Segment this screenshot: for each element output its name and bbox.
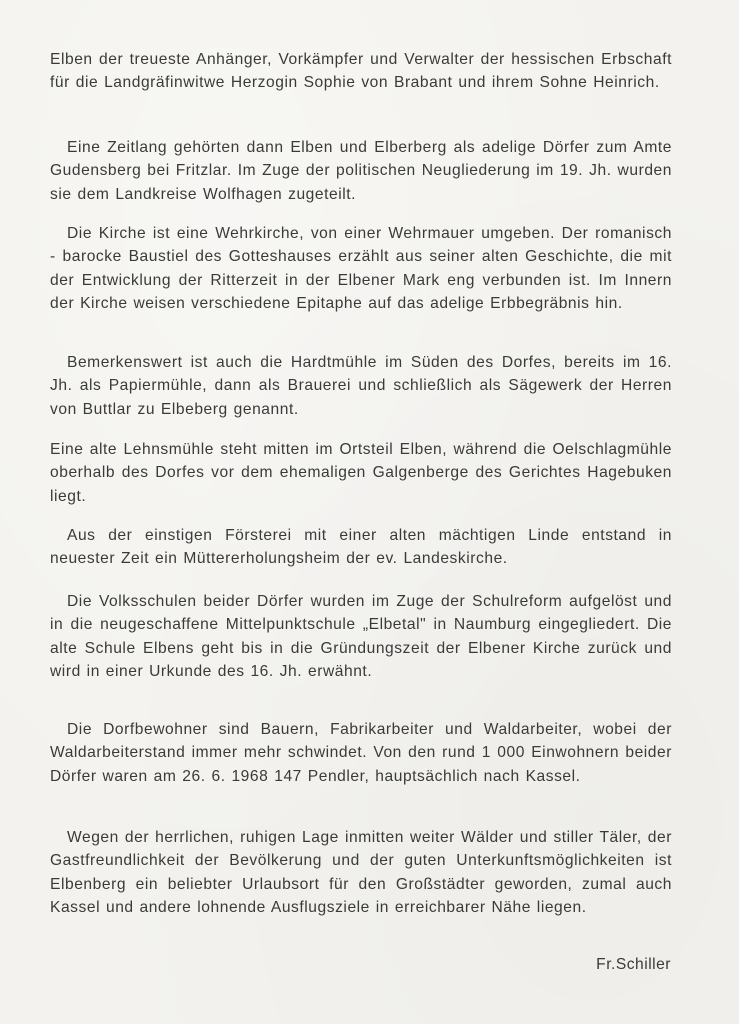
paragraph-church: Die Kirche ist eine Wehrkirche, von einer Wehrmauer umgeben. Der romanisch - barocke Baustiel des Gotteshauses erzählt aus seiner alten Geschichte, die mit der Entwicklung der Ritterzeit in der Elbener Mark eng verbunden ist. Im Innern der Kirche weisen verschiedene Epitaphe auf das adelige Erbbegräbnis hin. — [50, 225, 672, 312]
paragraph-inhabitants: Die Dorfbewohner sind Bauern, Fabrikarbeiter und Waldarbeiter, wobei der Waldarbeiterstand immer mehr schwindet. Von den rund 1 000 Einwohnern beider Dörfer waren am 26. 6. 1968 147 Pendler, hauptsächlich nach Kassel. — [50, 721, 672, 785]
paragraph-holiday-resort: Wegen der herrlichen, ruhigen Lage inmitten weiter Wälder und stiller Täler, der Gastfreundlichkeit der Bevölkerung und der guten Unterkunftsmöglichkeiten ist Elbenberg ein beliebter Urlaubsort für den Großstädter geworden, zumal auch Kassel und andere lohnende Ausflugsziele in erreichbarer Nähe liegen. — [50, 829, 672, 916]
paragraph-inheritance: Elben der treueste Anhänger, Vorkämpfer und Verwalter der hessischen Erbschaft für die Landgräfinwitwe Herzogin Sophie von Brabant und ihrem Sohne Heinrich. — [50, 51, 672, 92]
paragraph-villages-history: Eine Zeitlang gehörten dann Elben und Elberberg als adelige Dörfer zum Amte Gudensberg bei Fritzlar. Im Zuge der politischen Neugliederung im 19. Jh. wurden sie dem Landkreise Wolfhagen zugeteilt. — [50, 139, 672, 203]
paragraph-hardtmuehle: Bemerkenswert ist auch die Hardtmühle im Süden des Dorfes, bereits im 16. Jh. als Papiermühle, dann als Brauerei und schließlich als Sägewerk der Herren von Buttlar zu Elbeberg genannt. — [50, 354, 672, 418]
paragraph-foersterei: Aus der einstigen Försterei mit einer alten mächtigen Linde entstand in neuester Zeit ein Müttererholungsheim der ev. Landeskirche. — [50, 527, 672, 568]
paragraph-lehnsmuehle: Eine alte Lehnsmühle steht mitten im Ortsteil Elben, während die Oelschlagmühle oberhalb des Dorfes vor dem ehemaligen Galgenberge des Gerichtes Hagebuken liegt. — [50, 441, 672, 505]
paragraph-schools: Die Volksschulen beider Dörfer wurden im Zuge der Schulreform aufgelöst und in die neugeschaffene Mittelpunktschule „Elbetal" in Naumburg eingegliedert. Die alte Schule Elbens geht bis in die Gründungszeit der Elbener Kirche zurück und wird in einer Urkunde des 16. Jh. erwähnt. — [50, 593, 672, 680]
author-signature: Fr.Schiller — [596, 956, 671, 973]
